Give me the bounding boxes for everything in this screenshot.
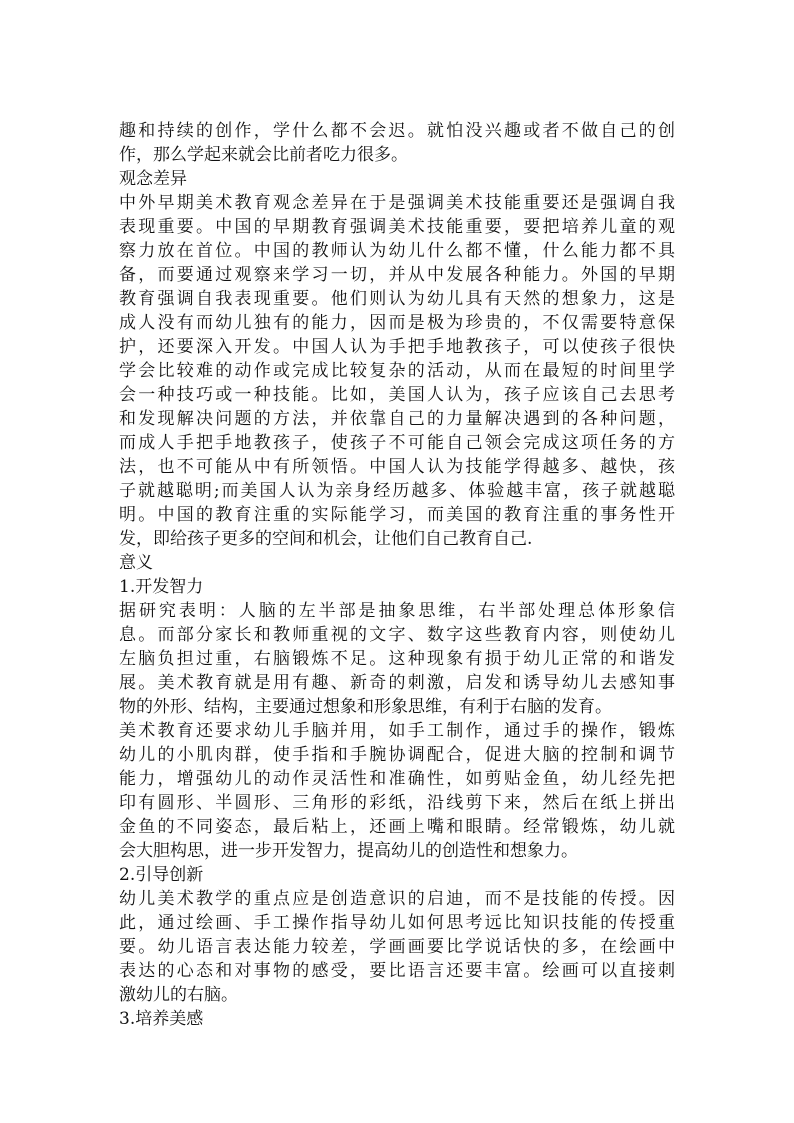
text-line: 表现重要。中国的早期教育强调美术技能重要，要把培养儿童的观 [119,217,675,237]
text-line: 成人没有而幼儿独有的能力，因而是极为珍贵的，不仅需要特意保 [119,313,675,333]
text-line: 作，那么学起来就会比前者吃力很多。 [119,145,408,165]
text-line: 护，还要深入开发。中国人认为手把手地教孩子，可以使孩子很快 [119,337,675,357]
text-line: 察力放在首位。中国的教师认为幼儿什么都不懂，什么能力都不具 [119,241,675,261]
text-line: 物的外形、结构，主要通过想象和形象思维，有利于右脑的发育。 [119,697,612,717]
text-line: 要。幼儿语言表达能力较差，学画画要比学说话快的多，在绘画中 [119,937,675,957]
subsection-heading: 2.引导创新 [119,865,204,885]
text-line: 备，而要通过观察来学习一切，并从中发展各种能力。外国的早期 [119,265,675,285]
subsection-heading: 3.培养美感 [119,1009,204,1029]
text-line: 会一种技巧或一种技能。比如，美国人认为，孩子应该自己去思考 [119,385,675,405]
subsection-heading: 1.开发智力 [119,577,204,597]
text-line: 息。而部分家长和教师重视的文字、数字这些教育内容，则使幼儿 [119,625,675,645]
text-line: 展。美术教育就是用有趣、新奇的刺激，启发和诱导幼儿去感知事 [119,673,675,693]
text-line: 能力，增强幼儿的动作灵活性和准确性，如剪贴金鱼，幼儿经先把 [119,769,675,789]
text-line: 明。中国的教育注重的实际能学习，而美国的教育注重的事务性开 [119,505,675,525]
text-line: 此，通过绘画、手工操作指导幼儿如何思考远比知识技能的传授重 [119,913,675,933]
text-line: 表达的心态和对事物的感受，要比语言还要丰富。绘画可以直接刺 [119,961,675,981]
document-body [119,119,675,1031]
text-line: 和发现解决问题的方法，并依靠自己的力量解决遇到的各种问题， [119,409,675,429]
text-line: 据研究表明：人脑的左半部是抽象思维，右半部处理总体形象信 [119,601,675,621]
section-heading: 观念差异 [119,169,187,189]
section-heading: 意义 [119,553,153,573]
text-line: 学会比较难的动作或完成比较复杂的活动，从而在最短的时间里学 [119,361,675,381]
text-line: 激幼儿的右脑。 [119,985,238,1005]
text-line: 美术教育还要求幼儿手脑并用，如手工制作，通过手的操作，锻炼 [119,721,675,741]
text-line: 幼儿美术教学的重点应是创造意识的启迪，而不是技能的传授。因 [119,889,675,909]
text-line: 中外早期美术教育观念差异在于是强调美术技能重要还是强调自我 [119,193,675,213]
text-line: 会大胆构思，进一步开发智力，提高幼儿的创造性和想象力。 [119,841,578,861]
text-line: 子就越聪明;而美国人认为亲身经历越多、体验越丰富，孩子就越聪 [119,481,675,501]
text-line: 而成人手把手地教孩子，使孩子不可能自己领会完成这项任务的方 [119,433,675,453]
text-line: 教育强调自我表现重要。他们则认为幼儿具有天然的想象力，这是 [119,289,675,309]
text-line: 幼儿的小肌肉群，使手指和手腕协调配合，促进大脑的控制和调节 [119,745,675,765]
text-line: 法，也不可能从中有所领悟。中国人认为技能学得越多、越快，孩 [119,457,675,477]
text-line: 金鱼的不同姿态，最后粘上，还画上嘴和眼睛。经常锻炼，幼儿就 [119,817,675,837]
text-line: 趣和持续的创作，学什么都不会迟。就怕没兴趣或者不做自己的创 [119,121,675,141]
text-line: 发，即给孩子更多的空间和机会，让他们自己教育自己. [119,529,533,549]
text-line: 印有圆形、半圆形、三角形的彩纸，沿线剪下来，然后在纸上拼出 [119,793,675,813]
text-line: 左脑负担过重，右脑锻炼不足。这种现象有损于幼儿正常的和谐发 [119,649,675,669]
